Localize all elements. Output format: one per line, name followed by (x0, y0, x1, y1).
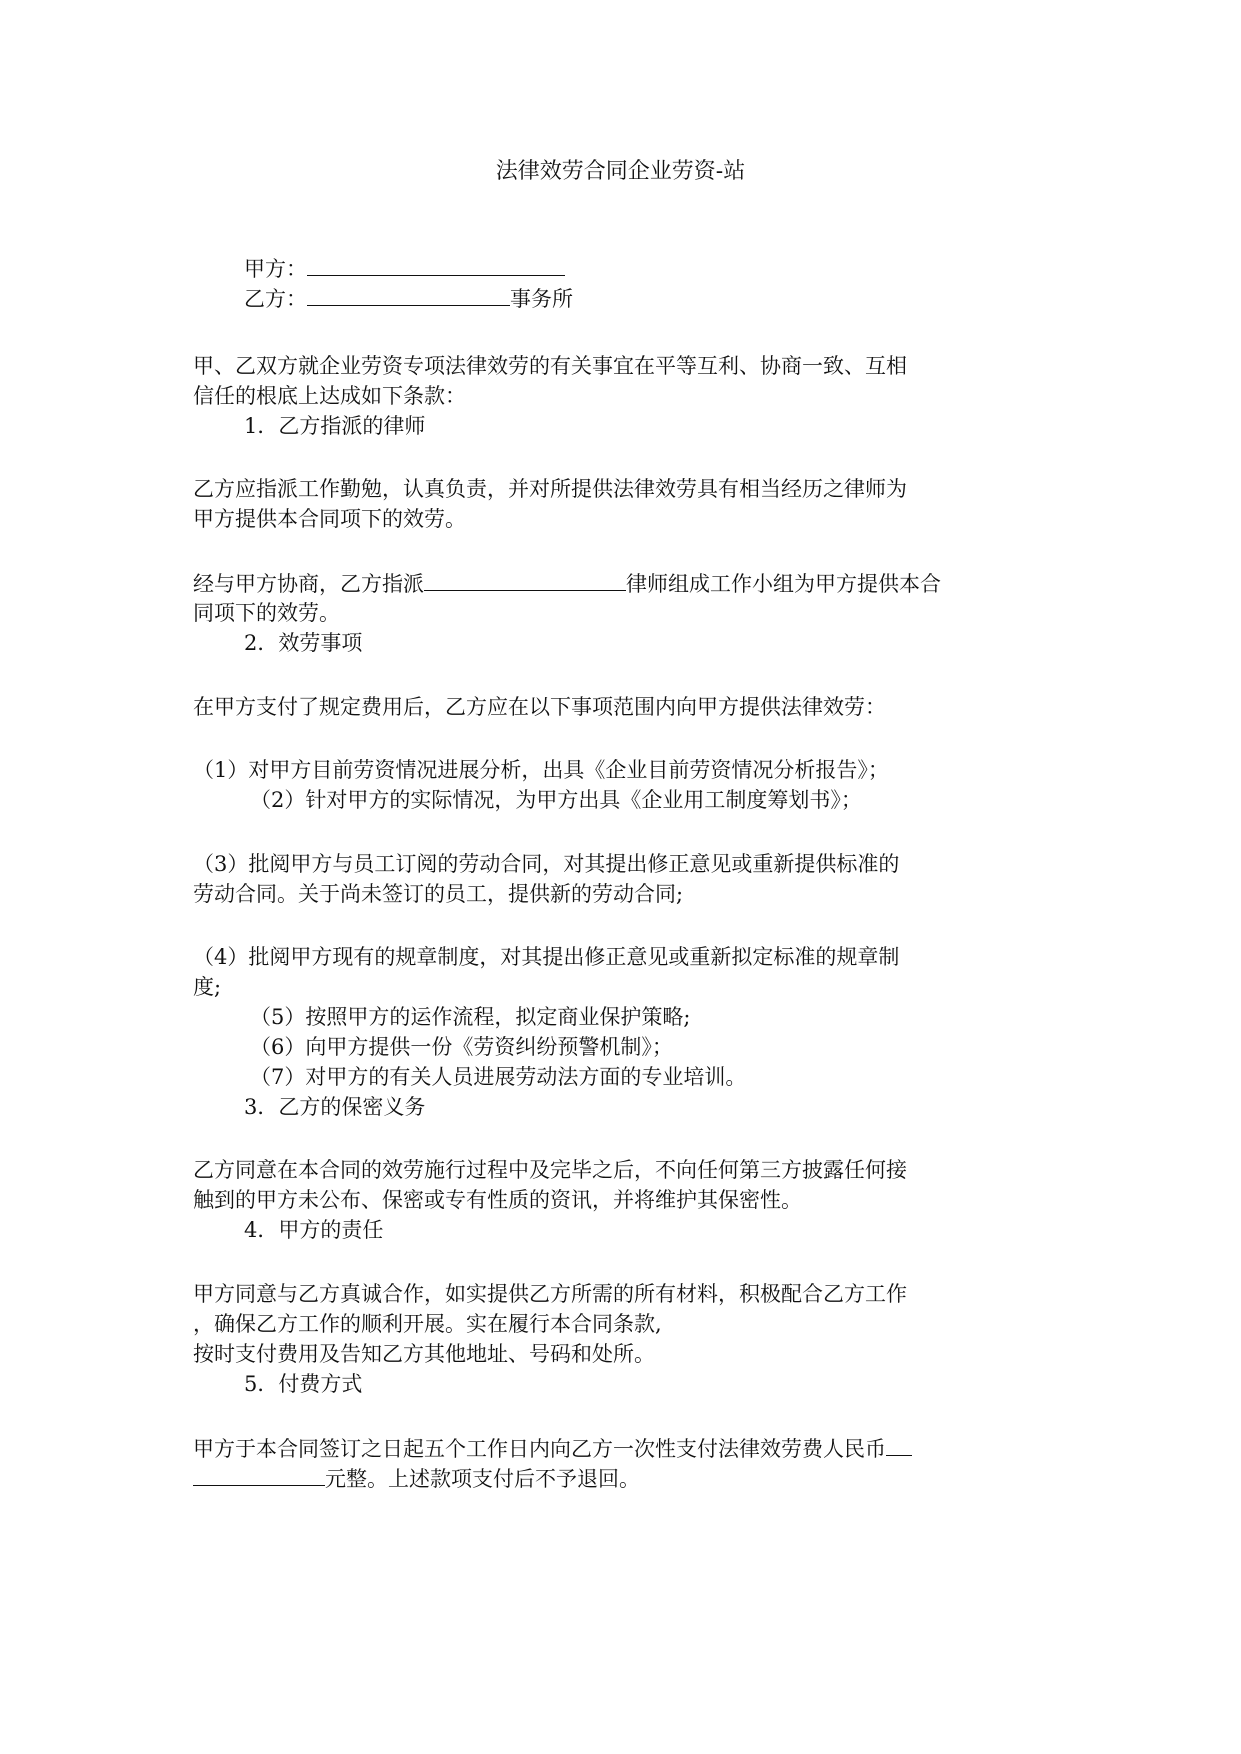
section-4-heading: 4．甲方的责任 (244, 1218, 384, 1242)
service-item-1: （1）对甲方目前劳资情况进展分析，出具《企业目前劳资情况分析报告》； (193, 758, 889, 782)
assigned-lawyers-blank (424, 568, 626, 591)
intro-line-1: 甲、乙双方就企业劳资专项法律效劳的有关事宜在平等互利、协商一致、互相 (193, 354, 907, 378)
section-5-paragraph-line-2 (193, 1463, 640, 1494)
section-4-paragraph-line-2: ，确保乙方工作的顺利开展。实在履行本合同条款, (193, 1312, 662, 1336)
fee-suffix: 元整。上述款项支付后不予退回。 (325, 1467, 640, 1491)
section-1-heading: 1．乙方指派的律师 (244, 414, 426, 438)
section-5-paragraph-line-1 (193, 1433, 912, 1464)
fee-amount-blank-2 (193, 1463, 325, 1486)
service-item-4-line-2: 度; (193, 975, 222, 999)
party-b-blank (307, 283, 510, 306)
service-item-6: （6）向甲方提供一份《劳资纠纷预警机制》； (250, 1035, 673, 1059)
service-item-3-line-1: （3）批阅甲方与员工订阅的劳动合同，对其提出修正意见或重新提供标准的 (193, 852, 900, 876)
party-b-line (244, 283, 573, 314)
party-b-label: 乙方： (244, 287, 307, 311)
section-2-intro: 在甲方支付了规定费用后，乙方应在以下事项范围内向甲方提供法律效劳： (193, 695, 886, 719)
section-3-heading: 3．乙方的保密义务 (244, 1095, 426, 1119)
assigned-lawyers-prefix: 经与甲方协商，乙方指派 (193, 572, 424, 596)
section-3-paragraph-line-1: 乙方同意在本合同的效劳施行过程中及完毕之后，不向任何第三方披露任何接 (193, 1158, 907, 1182)
party-a-line (244, 253, 565, 284)
party-a-blank (307, 253, 565, 276)
section-1-paragraph-2-line-1 (193, 568, 941, 599)
document-title: 法律效劳合同企业劳资-站 (495, 159, 746, 184)
section-3-paragraph-line-2: 触到的甲方未公布、保密或专有性质的资讯，并将维护其保密性。 (193, 1188, 802, 1212)
section-4-paragraph-line-3: 按时支付费用及告知乙方其他地址、号码和处所。 (193, 1342, 655, 1366)
service-item-2: （2）针对甲方的实际情况，为甲方出具《企业用工制度筹划书》； (250, 788, 862, 812)
service-item-4-line-1: （4）批阅甲方现有的规章制度，对其提出修正意见或重新拟定标准的规章制 (193, 945, 900, 969)
fee-amount-blank-1 (886, 1433, 912, 1456)
section-1-paragraph-1-line-1: 乙方应指派工作勤勉，认真负责，并对所提供法律效劳具有相当经历之律师为 (193, 477, 907, 501)
section-1-paragraph-2-line-2: 同项下的效劳。 (193, 601, 340, 625)
service-item-7: （7）对甲方的有关人员进展劳动法方面的专业培训。 (250, 1065, 747, 1089)
section-2-heading: 2．效劳事项 (244, 631, 363, 655)
service-item-3-line-2: 劳动合同。关于尚未签订的员工，提供新的劳动合同; (193, 882, 684, 906)
section-4-paragraph-line-1: 甲方同意与乙方真诚合作，如实提供乙方所需的所有材料，积极配合乙方工作 (193, 1282, 907, 1306)
service-item-5: （5）按照甲方的运作流程，拟定商业保护策略; (250, 1005, 691, 1029)
intro-line-2: 信任的根底上达成如下条款： (193, 384, 466, 408)
section-5-heading: 5．付费方式 (244, 1372, 363, 1396)
assigned-lawyers-suffix: 律师组成工作小组为甲方提供本合 (626, 572, 941, 596)
party-b-suffix: 事务所 (510, 287, 573, 311)
party-a-label: 甲方： (244, 257, 307, 281)
section-1-paragraph-1-line-2: 甲方提供本合同项下的效劳。 (193, 507, 466, 531)
fee-text: 甲方于本合同签订之日起五个工作日内向乙方一次性支付法律效劳费人民币 (193, 1437, 886, 1461)
